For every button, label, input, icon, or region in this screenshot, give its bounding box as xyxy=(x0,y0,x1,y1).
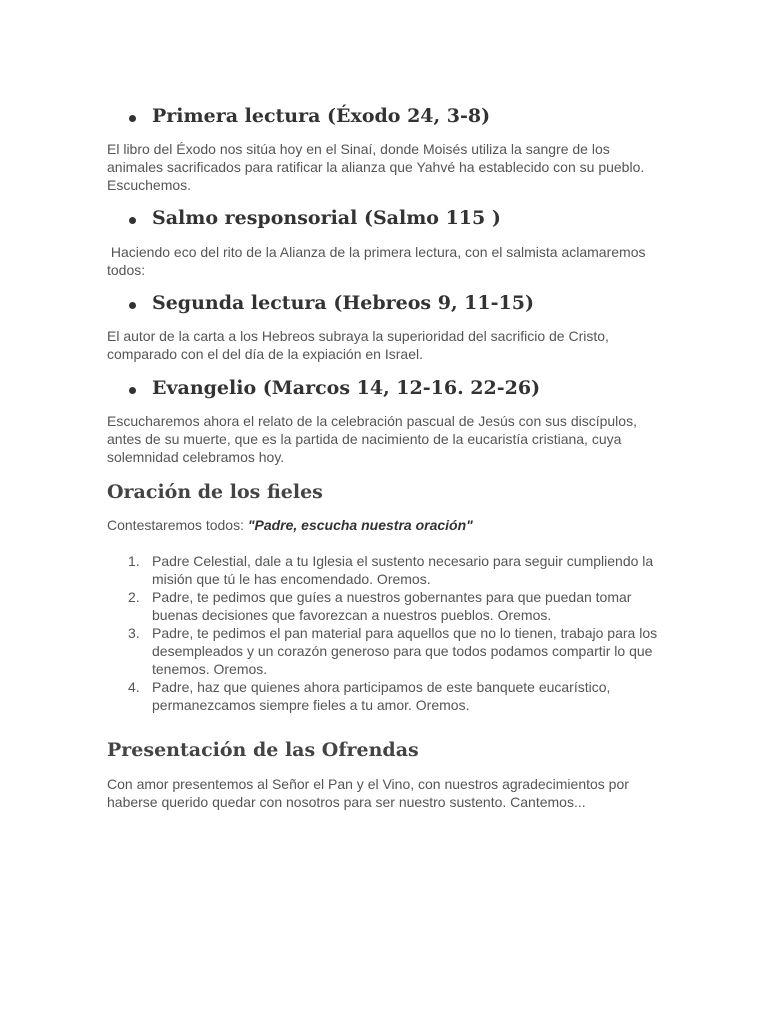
oracion-intro xyxy=(107,516,667,534)
oracion-response: "Padre, escucha nuestra oración" xyxy=(247,517,473,533)
intentions-list xyxy=(107,552,667,714)
reading-text-salmo: Haciendo eco del rito de la Alianza de la primera lectura, con el salmista aclamaremos todos: xyxy=(107,244,650,278)
section-heading-ofrendas: Presentación de las Ofrendas xyxy=(107,739,419,761)
list-item xyxy=(107,552,667,588)
list-item-text: Padre, te pedimos el pan material para aquellos que no lo tienen, trabajo para los desempleados y un corazón generoso para que todos podamos compartir lo que tenemos. Oremos. xyxy=(152,625,658,677)
reading-heading-evangelio xyxy=(107,374,667,402)
section-heading-oracion: Oración de los fieles xyxy=(107,481,323,503)
reading-heading-text: Salmo responsorial (Salmo 115 ) xyxy=(152,207,501,229)
reading-heading-primera xyxy=(107,102,667,130)
document-page xyxy=(107,102,667,811)
list-item xyxy=(107,624,667,678)
bullet-icon xyxy=(129,217,136,224)
reading-text-primera: El libro del Éxodo nos sitúa hoy en el Sinaí, donde Moisés utiliza la sangre de los animales sacrificados para ratificar la alianza que Yahvé ha establecido con su pueblo. Escuchemos. xyxy=(107,141,645,193)
bullet-icon xyxy=(129,115,136,122)
list-item-text: Padre, te pedimos que guíes a nuestros gobernantes para que puedan tomar buenas decisiones que favorezcan a nuestros pueblos. Oremos. xyxy=(152,589,632,623)
reading-heading-text: Segunda lectura (Hebreos 9, 11-15) xyxy=(152,292,534,314)
list-item-text: Padre, haz que quienes ahora participamos de este banquete eucarístico, permanezcamos siempre fieles a tu amor. Oremos. xyxy=(152,679,611,713)
list-item-text: Padre Celestial, dale a tu Iglesia el sustento necesario para seguir cumpliendo la misión que tú le has encomendado. Oremos. xyxy=(152,553,654,587)
reading-text-segunda: El autor de la carta a los Hebreos subraya la superioridad del sacrificio de Cristo, comparado con el del día de la expiación en Israel. xyxy=(107,328,609,362)
reading-heading-salmo xyxy=(107,204,667,232)
list-item xyxy=(107,588,667,624)
list-item-number: 4. xyxy=(128,679,140,695)
reading-heading-segunda xyxy=(107,289,667,317)
reading-heading-text: Primera lectura (Éxodo 24, 3-8) xyxy=(152,105,491,127)
bullet-icon xyxy=(129,302,136,309)
ofrendas-text: Con amor presentemos al Señor el Pan y el Vino, con nuestros agradecimientos por haberse querido quedar con nosotros para ser nuestro sustento. Cantemos... xyxy=(107,776,629,810)
list-item-number: 1. xyxy=(128,553,140,569)
reading-text-evangelio: Escucharemos ahora el relato de la celebración pascual de Jesús con sus discípulos, antes de su muerte, que es la partida de nacimiento de la eucaristía cristiana, cuya solemnidad celebramos hoy. xyxy=(107,413,637,465)
reading-heading-text: Evangelio (Marcos 14, 12-16. 22-26) xyxy=(152,377,541,399)
list-item xyxy=(107,678,667,714)
list-item-number: 2. xyxy=(128,589,140,605)
list-item-number: 3. xyxy=(128,625,140,641)
bullet-icon xyxy=(129,387,136,394)
oracion-intro-text: Contestaremos todos: xyxy=(107,517,248,533)
